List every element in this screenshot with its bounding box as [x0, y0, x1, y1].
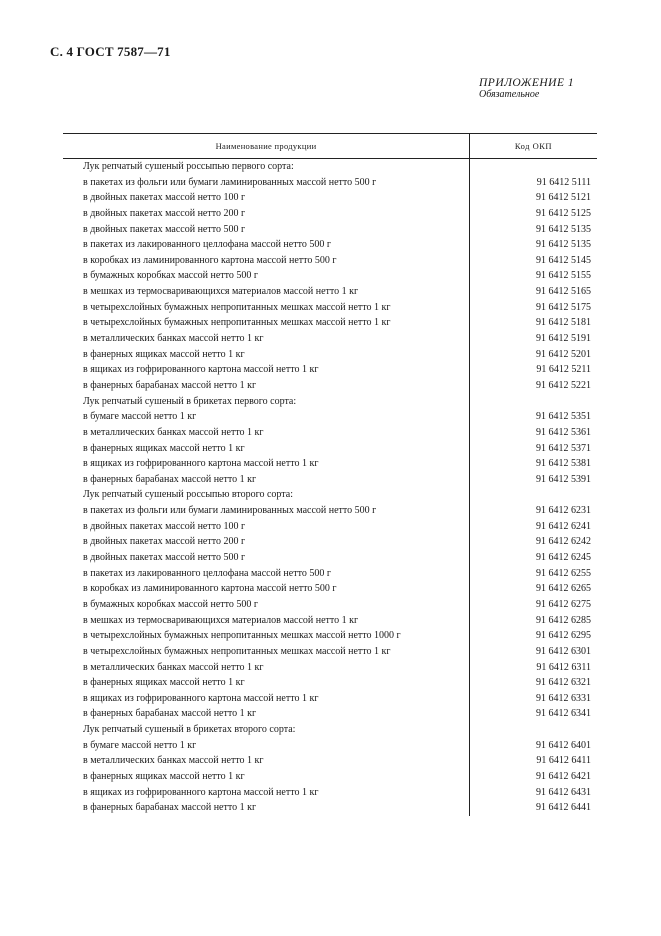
table-row: [63, 378, 597, 394]
table-row: [63, 456, 597, 472]
product-name: в металлических банках массой нетто 1 кг: [83, 333, 264, 345]
table-row: [63, 190, 597, 206]
table-row: [63, 268, 597, 284]
product-name: в ящиках из гофрированного картона массой нетто 1 кг: [83, 364, 319, 376]
okp-code: 91 6412 5155: [536, 270, 591, 282]
okp-code: 91 6412 5191: [536, 333, 591, 345]
okp-code: 91 6412 5351: [536, 411, 591, 423]
product-name: в пакетах из лакированного целлофана массой нетто 500 г: [83, 567, 331, 579]
product-name: в фанерных барабанах массой нетто 1 кг: [83, 379, 257, 391]
product-name: в коробках из ламинированного картона массой нетто 500 г: [83, 254, 337, 266]
okp-code: 91 6412 5381: [536, 458, 591, 470]
table-row: [63, 581, 597, 597]
product-name: в четырехслойных бумажных непропитанных мешках массой нетто 1 кг: [83, 317, 391, 329]
okp-code: 91 6412 6295: [536, 630, 591, 642]
table-row: [63, 362, 597, 378]
okp-code: 91 6412 6265: [536, 583, 591, 595]
okp-code: 91 6412 5111: [536, 176, 591, 188]
product-name: в фанерных барабанах массой нетто 1 кг: [83, 473, 257, 485]
table-row: [63, 675, 597, 691]
okp-code: 91 6412 6401: [536, 739, 591, 751]
okp-code: 91 6412 6285: [536, 614, 591, 626]
okp-code: [469, 722, 597, 738]
product-name: в четырехслойных бумажных непропитанных мешках массой нетто 1 кг: [83, 645, 391, 657]
product-name: в фанерных ящиках массой нетто 1 кг: [83, 348, 245, 360]
product-name: в двойных пакетах массой нетто 100 г: [83, 520, 246, 532]
product-name: в фанерных барабанах массой нетто 1 кг: [83, 708, 257, 720]
table-row: [63, 175, 597, 191]
product-name: в пакетах из фольги или бумаги ламинированных массой нетто 500 г: [83, 176, 377, 188]
okp-code: 91 6412 5165: [536, 286, 591, 298]
okp-code: 91 6412 6411: [536, 755, 591, 767]
okp-code: 91 6412 6245: [536, 552, 591, 564]
product-name: в бумажных коробках массой нетто 500 г: [83, 270, 258, 282]
product-name: в двойных пакетах массой нетто 500 г: [83, 223, 246, 235]
product-name: Лук репчатый сушеный в брикетах второго сорта:: [83, 724, 296, 736]
table-row: [63, 206, 597, 222]
table-section-heading: [63, 394, 597, 410]
okp-code: 91 6412 5145: [536, 254, 591, 266]
okp-code: [469, 487, 597, 503]
product-name: в бумаге массой нетто 1 кг: [83, 739, 197, 751]
okp-code: 91 6412 6321: [536, 677, 591, 689]
okp-code: 91 6412 5371: [536, 442, 591, 454]
okp-code: 91 6412 6255: [536, 567, 591, 579]
okp-code: 91 6412 6341: [536, 708, 591, 720]
product-name: в фанерных ящиках массой нетто 1 кг: [83, 677, 245, 689]
okp-code: 91 6412 5125: [536, 207, 591, 219]
product-name: в фанерных барабанах массой нетто 1 кг: [83, 802, 257, 814]
appendix-subtitle: Обязательное: [479, 89, 540, 100]
product-name: в пакетах из лакированного целлофана массой нетто 500 г: [83, 239, 331, 251]
product-name: в ящиках из гофрированного картона массой нетто 1 кг: [83, 692, 319, 704]
table-row: [63, 753, 597, 769]
product-table: [63, 133, 597, 816]
product-name: в четырехслойных бумажных непропитанных мешках массой нетто 1 кг: [83, 301, 391, 313]
table-row: [63, 597, 597, 613]
product-name: в коробках из ламинированного картона массой нетто 500 г: [83, 583, 337, 595]
table-row: [63, 472, 597, 488]
okp-code: 91 6412 6431: [536, 786, 591, 798]
table-row: [63, 347, 597, 363]
product-name: в четырехслойных бумажных непропитанных мешках массой нетто 1000 г: [83, 630, 401, 642]
okp-code: 91 6412 6241: [536, 520, 591, 532]
product-name: в ящиках из гофрированного картона массой нетто 1 кг: [83, 458, 319, 470]
page-header-code: С. 4 ГОСТ 7587—71: [50, 44, 171, 59]
okp-code: 91 6412 6421: [536, 770, 591, 782]
okp-code: 91 6412 5175: [536, 301, 591, 313]
table-row: [63, 284, 597, 300]
okp-code: 91 6412 6441: [536, 802, 591, 814]
product-name: в фанерных ящиках массой нетто 1 кг: [83, 770, 245, 782]
okp-code: 91 6412 5135: [536, 223, 591, 235]
table-row: [63, 237, 597, 253]
okp-code: [469, 159, 597, 175]
okp-code: 91 6412 6231: [536, 505, 591, 517]
product-name: в фанерных ящиках массой нетто 1 кг: [83, 442, 245, 454]
product-name: в ящиках из гофрированного картона массой нетто 1 кг: [83, 786, 319, 798]
table-section-heading: [63, 722, 597, 738]
okp-code: 91 6412 5391: [536, 473, 591, 485]
table-row: [63, 644, 597, 660]
product-name: в двойных пакетах массой нетто 200 г: [83, 207, 246, 219]
product-name: в бумаге массой нетто 1 кг: [83, 411, 197, 423]
product-name: Лук репчатый сушеный в брикетах первого сорта:: [83, 395, 297, 407]
table-row: [63, 613, 597, 629]
product-name: в мешках из термосваривающихся материалов массой нетто 1 кг: [83, 614, 359, 626]
table-row: [63, 691, 597, 707]
okp-code: 91 6412 6331: [536, 692, 591, 704]
product-name: в пакетах из фольги или бумаги ламинированных массой нетто 500 г: [83, 505, 377, 517]
okp-code: 91 6412 5201: [536, 348, 591, 360]
product-name: Лук репчатый сушеный россыпью второго сорта:: [83, 489, 294, 501]
product-name: Лук репчатый сушеный россыпью первого сорта:: [83, 161, 294, 172]
product-name: в бумажных коробках массой нетто 500 г: [83, 598, 258, 610]
table-row: [63, 660, 597, 676]
appendix-block: [479, 77, 599, 100]
okp-code: [469, 394, 597, 410]
product-name: в двойных пакетах массой нетто 100 г: [83, 192, 246, 204]
table-row: [63, 769, 597, 785]
table-row: [63, 425, 597, 441]
table-row: [63, 566, 597, 582]
table-row: [63, 519, 597, 535]
okp-code: 91 6412 5135: [536, 239, 591, 251]
product-name: в двойных пакетах массой нетто 200 г: [83, 536, 246, 548]
product-name: в металлических банках массой нетто 1 кг: [83, 661, 264, 673]
table-header: [63, 133, 597, 159]
product-name: в мешках из термосваривающихся материалов массой нетто 1 кг: [83, 286, 359, 298]
table-row: [63, 222, 597, 238]
table-row: [63, 253, 597, 269]
column-header-name: Наименование продукции: [63, 134, 470, 158]
product-name: в двойных пакетах массой нетто 500 г: [83, 552, 246, 564]
column-header-code: Код ОКП: [514, 141, 553, 151]
okp-code: 91 6412 5121: [536, 192, 591, 204]
table-row: [63, 785, 597, 801]
okp-code: 91 6412 5221: [536, 379, 591, 391]
table-row: [63, 706, 597, 722]
table-row: [63, 331, 597, 347]
okp-code: 91 6412 6242: [536, 536, 591, 548]
table-row: [63, 800, 597, 816]
table-body: [63, 159, 597, 816]
okp-code: 91 6412 5181: [536, 317, 591, 329]
table-row: [63, 409, 597, 425]
table-row: [63, 503, 597, 519]
appendix-title: ПРИЛОЖЕНИЕ 1: [479, 77, 575, 89]
table-row: [63, 300, 597, 316]
okp-code: 91 6412 6311: [536, 661, 591, 673]
okp-code: 91 6412 5361: [536, 426, 591, 438]
table-section-heading: [63, 159, 597, 175]
product-name: в металлических банках массой нетто 1 кг: [83, 755, 264, 767]
table-row: [63, 738, 597, 754]
table-row: [63, 441, 597, 457]
table-section-heading: [63, 487, 597, 503]
okp-code: 91 6412 5211: [536, 364, 591, 376]
table-row: [63, 315, 597, 331]
table-row: [63, 550, 597, 566]
table-row: [63, 628, 597, 644]
okp-code: 91 6412 6301: [536, 645, 591, 657]
product-name: в металлических банках массой нетто 1 кг: [83, 426, 264, 438]
table-row: [63, 534, 597, 550]
okp-code: 91 6412 6275: [536, 598, 591, 610]
